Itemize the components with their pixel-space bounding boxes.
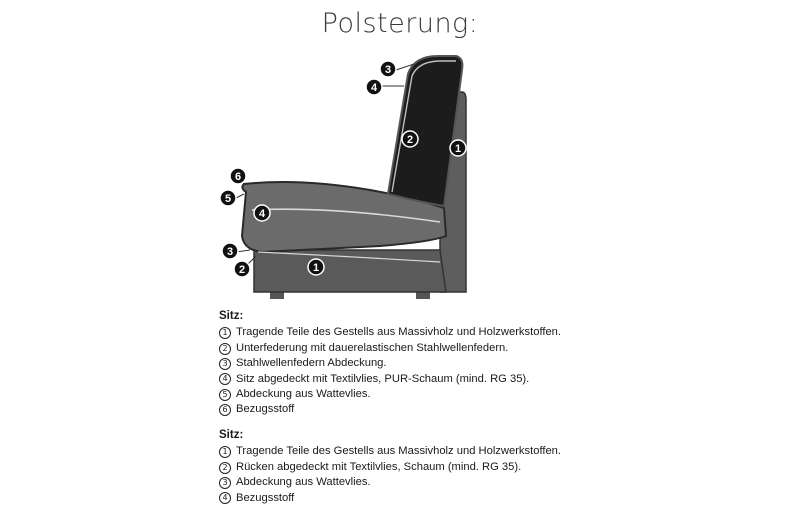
svg-text:6: 6 — [234, 171, 242, 183]
legend-item — [219, 372, 561, 387]
legend-text: Bezugsstoff — [236, 403, 295, 416]
marker-back-3 — [380, 61, 396, 77]
legend-item — [219, 460, 561, 475]
svg-text:3: 3 — [226, 246, 234, 258]
seat-legend — [219, 309, 561, 418]
marker-seat-5 — [220, 190, 236, 206]
svg-text:2: 2 — [406, 134, 414, 146]
svg-text:3: 3 — [384, 64, 392, 76]
legend-item — [219, 387, 561, 402]
marker-base-1 — [308, 259, 324, 275]
back-legend-heading: Sitz: — [219, 429, 244, 441]
legend-text: Bezugsstoff — [236, 491, 295, 504]
marker-back-4 — [366, 79, 382, 95]
number-marker: 5 — [219, 389, 231, 401]
legend-item — [219, 444, 561, 459]
number-marker: 4 — [219, 492, 231, 504]
number-marker: 2 — [219, 462, 231, 474]
number-marker: 3 — [219, 358, 231, 370]
marker-seat-2 — [234, 261, 250, 277]
number-marker: 1 — [219, 327, 231, 339]
number-marker: 4 — [219, 373, 231, 385]
legend-text: Tragende Teile des Gestells aus Massivholz und Holzwerkstoffen. — [236, 326, 562, 339]
number-marker: 3 — [219, 477, 231, 489]
legend-text: Unterfederung mit dauerelastischen Stahlwellenfedern. — [236, 341, 509, 354]
seat-legend-heading: Sitz: — [219, 310, 244, 322]
legend-text: Stahlwellenfedern Abdeckung. — [236, 357, 387, 370]
legend-text: Rücken abgedeckt mit Textilvlies, Schaum (mind. RG 35). — [236, 460, 522, 473]
legend-text: Sitz abgedeckt mit Textilvlies, PUR-Schaum (mind. RG 35). — [236, 372, 530, 385]
legend-item — [219, 402, 561, 417]
back-legend — [219, 428, 561, 506]
marker-seat-3 — [222, 243, 238, 259]
legend-item — [219, 475, 561, 490]
svg-text:4: 4 — [370, 82, 378, 94]
number-marker: 2 — [219, 343, 231, 355]
number-marker: 1 — [219, 446, 231, 458]
legend-item — [219, 356, 561, 371]
svg-text:5: 5 — [224, 193, 232, 205]
legend-text: Tragende Teile des Gestells aus Massivholz und Holzwerkstoffen. — [236, 445, 562, 458]
svg-text:1: 1 — [454, 143, 462, 155]
marker-seat-4 — [254, 205, 270, 221]
marker-seat-6 — [230, 168, 246, 184]
marker-back-2 — [402, 131, 418, 147]
number-marker: 6 — [219, 404, 231, 416]
marker-back-1 — [450, 140, 466, 156]
legend-item — [219, 325, 561, 340]
svg-text:4: 4 — [258, 208, 266, 220]
legend-item — [219, 341, 561, 356]
legend-text: Abdeckung aus Wattevlies. — [236, 388, 371, 401]
legend-item — [219, 491, 561, 506]
svg-text:1: 1 — [312, 262, 320, 274]
page-title: Polsterung: — [321, 8, 479, 39]
legend-text: Abdeckung aus Wattevlies. — [236, 476, 371, 489]
svg-text:2: 2 — [238, 264, 246, 276]
